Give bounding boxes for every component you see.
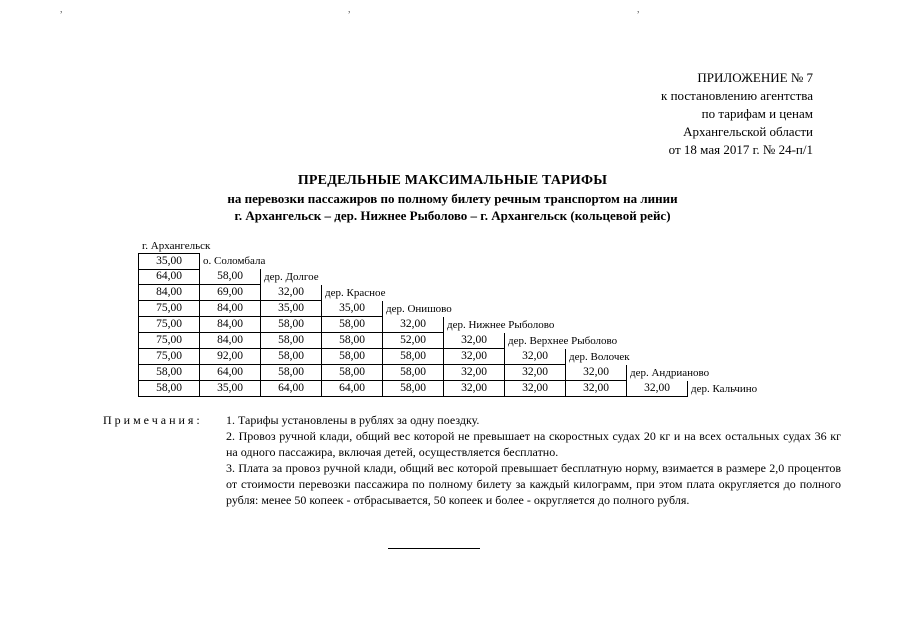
tariff-cell: 75,00	[138, 333, 200, 349]
tariff-cell: 75,00	[138, 349, 200, 365]
stop-label: дер. Верхнее Рыболово	[508, 334, 618, 347]
tariff-row	[138, 317, 757, 333]
tariff-cell: 32,00	[626, 381, 688, 397]
tariff-cell: 84,00	[199, 301, 261, 317]
tariff-cell: 58,00	[382, 349, 444, 365]
tariff-cell: 58,00	[260, 333, 322, 349]
tariff-cell: 58,00	[382, 365, 444, 381]
tariff-row	[138, 381, 757, 397]
tariff-cell: 32,00	[443, 333, 505, 349]
stop-label: дер. Андрианово	[630, 366, 710, 379]
tariff-cell: 84,00	[138, 285, 200, 301]
tariff-cell: 35,00	[138, 253, 200, 270]
annex-line: к постановлению агентства	[661, 88, 813, 103]
tariff-cell: 58,00	[260, 365, 322, 381]
tariff-cell: 58,00	[199, 269, 261, 285]
document-title-block	[0, 172, 905, 224]
notes-label: Примечания:	[103, 413, 203, 427]
tariff-cell: 58,00	[321, 349, 383, 365]
tariff-cell: 32,00	[443, 365, 505, 381]
tariff-row	[138, 301, 757, 317]
tariff-cell: 64,00	[321, 381, 383, 397]
tariff-cell: 58,00	[382, 381, 444, 397]
tariff-cell: 64,00	[260, 381, 322, 397]
tariff-cell: 58,00	[321, 333, 383, 349]
note-item: 1. Тарифы установлены в рублях за одну поездку.	[226, 413, 480, 427]
tariff-cell: 32,00	[382, 317, 444, 333]
tariff-cell: 84,00	[199, 333, 261, 349]
tariff-cell: 32,00	[443, 381, 505, 397]
document-title: ПРЕДЕЛЬНЫЕ МАКСИМАЛЬНЫЕ ТАРИФЫ	[297, 173, 608, 188]
stop-label: дер. Волочек	[569, 350, 630, 363]
tariff-cell: 92,00	[199, 349, 261, 365]
tariff-cell: 58,00	[321, 317, 383, 333]
tariff-cell: 58,00	[260, 317, 322, 333]
document-subtitle-line: на перевозки пассажиров по полному билету речным транспортом на линии	[227, 191, 678, 206]
origin-label: г. Архангельск	[142, 240, 211, 252]
tariff-row	[138, 269, 757, 285]
tariff-row	[138, 253, 757, 269]
stop-label: дер. Долгое	[264, 270, 319, 283]
note-item: 3. Плата за провоз ручной клади, общий вес которой превышает бесплатную норму, взимается в размере 2,0 процентов от стоимости перевозки пассажира по полному билету за каждый килограмм, при этом плата округляется до полного рубля: менее 50 копеек - отбрасывается, 50 копеек и более - округляется до полного рубля.	[226, 461, 841, 507]
scan-mark: ,	[348, 4, 351, 15]
tariff-cell: 58,00	[138, 381, 200, 397]
note-item: 2. Провоз ручной клади, общий вес которой не превышает на скоростных судах 20 кг и на всех остальных судах 36 кг на одного пассажира, включая детей, осуществляется бесплатно.	[226, 429, 841, 459]
tariff-row	[138, 349, 757, 365]
tariff-cell: 58,00	[138, 365, 200, 381]
tariff-cell: 64,00	[138, 269, 200, 285]
annex-line: Архангельской области	[683, 124, 813, 139]
tariff-cell: 35,00	[321, 301, 383, 317]
tariff-cell: 69,00	[199, 285, 261, 301]
stop-label: дер. Красное	[325, 286, 386, 299]
tariff-cell: 32,00	[443, 349, 505, 365]
tariff-row	[138, 365, 757, 381]
tariff-cell: 32,00	[260, 285, 322, 301]
stop-label: дер. Кальчино	[691, 382, 758, 395]
stop-label: дер. Нижнее Рыболово	[447, 318, 555, 331]
tariff-row	[138, 333, 757, 349]
tariff-cell: 32,00	[504, 349, 566, 365]
end-divider	[388, 548, 480, 549]
tariff-cell: 35,00	[199, 381, 261, 397]
tariff-cell: 64,00	[199, 365, 261, 381]
tariff-cell: 32,00	[565, 381, 627, 397]
notes-body	[226, 412, 841, 508]
tariff-row	[138, 285, 757, 301]
tariff-cell: 84,00	[199, 317, 261, 333]
scan-mark: ,	[637, 4, 640, 15]
annex-header	[661, 69, 813, 159]
tariff-cell: 32,00	[504, 381, 566, 397]
document-subtitle-line: г. Архангельск – дер. Нижнее Рыболово – г. Архангельск (кольцевой рейс)	[234, 208, 671, 223]
annex-line: по тарифам и ценам	[701, 106, 813, 121]
tariff-cell: 32,00	[504, 365, 566, 381]
stop-label: дер. Онишово	[386, 302, 452, 315]
annex-line: от 18 мая 2017 г. № 24-п/1	[668, 142, 813, 157]
tariff-cell: 35,00	[260, 301, 322, 317]
tariff-table	[138, 239, 757, 397]
tariff-cell: 75,00	[138, 317, 200, 333]
tariff-cell: 58,00	[260, 349, 322, 365]
annex-line: ПРИЛОЖЕНИЕ № 7	[697, 70, 813, 85]
stop-label: о. Соломбала	[203, 254, 266, 267]
tariff-cell: 75,00	[138, 301, 200, 317]
tariff-cell: 32,00	[565, 365, 627, 381]
tariff-cell: 52,00	[382, 333, 444, 349]
scan-mark: ,	[60, 4, 63, 15]
tariff-cell: 58,00	[321, 365, 383, 381]
